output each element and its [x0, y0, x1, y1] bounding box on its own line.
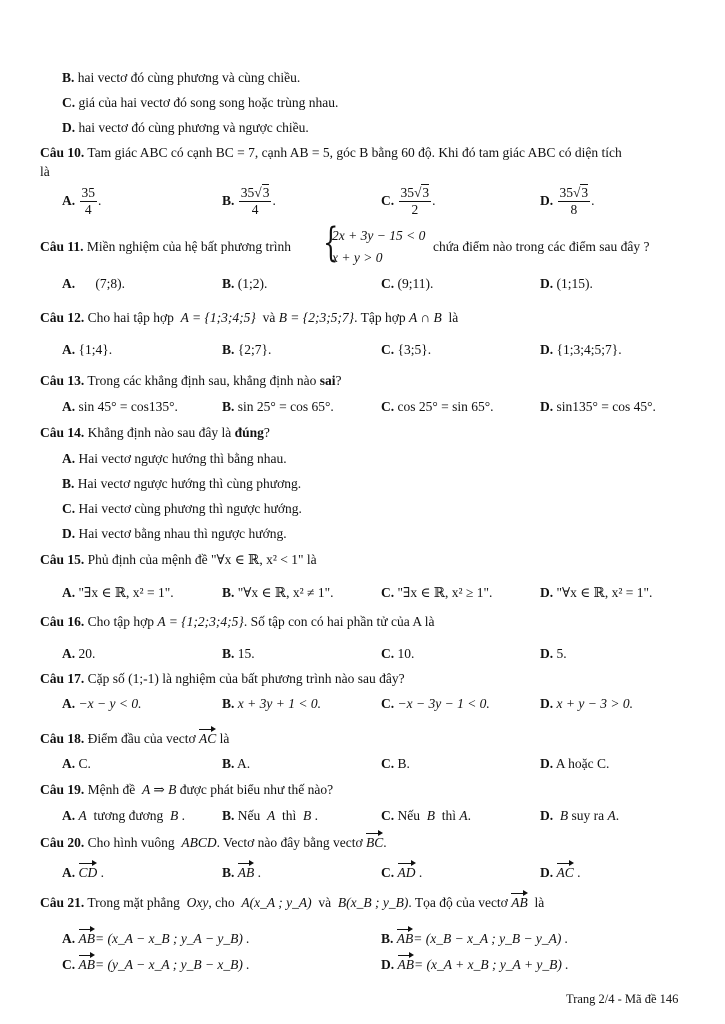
- q17-stem: Câu 17. Cặp số (1;-1) là nghiệm của bất phương trình nào sau đây?: [40, 671, 405, 686]
- q13-option-b: B. sin 25° = cos 65°.: [222, 399, 334, 414]
- vector-bc: BC: [366, 832, 383, 851]
- q10-stem-cont: là: [40, 164, 50, 179]
- q13-option-a: A. sin 45° = cos135°.: [62, 399, 178, 414]
- q16-stem: Câu 16. Cho tập hợp A = {1;2;3;4;5}. Số tập con có hai phần tử của A là: [40, 614, 435, 629]
- q11-stem-end: chứa điểm nào trong các điểm sau đây ?: [433, 239, 650, 254]
- q10-option-a: A. $\frac{35}{4}$ .: [62, 185, 102, 218]
- q10-stem: Câu 10. Tam giác ABC có cạnh BC = 7, cạnh AB = 5, góc B bằng 60 độ. Khi đó tam giác ABC có diện tích: [40, 145, 622, 160]
- q17-option-c: C. −x − 3y − 1 < 0.: [381, 696, 490, 711]
- q18-option-b: B. A.: [222, 756, 251, 771]
- q16-option-c: C. 10.: [381, 646, 415, 661]
- q14-stem: Câu 14. Khẳng định nào sau đây là đúng?: [40, 425, 270, 440]
- q20-option-b: B. AB .: [222, 862, 261, 881]
- q14-option-b: B. Hai vectơ ngược hướng thì cùng phương.: [62, 476, 302, 491]
- q14-option-c: C. Hai vectơ cùng phương thì ngược hướng.: [62, 501, 302, 516]
- q13-stem: Câu 13. Trong các khẳng định sau, khẳng định nào sai?: [40, 373, 342, 388]
- q18-option-c: C. B.: [381, 756, 410, 771]
- q10-option-c: C. $\frac{35√3}{2}$ .: [381, 185, 436, 218]
- vector-ab: AB: [511, 892, 528, 911]
- q17-option-b: B. x + 3y + 1 < 0.: [222, 696, 321, 711]
- q16-option-d: D. 5.: [540, 646, 567, 661]
- q19-option-b: B. Nếu A thì B .: [222, 808, 319, 823]
- q9-option-d: D. hai vectơ đó cùng phương và ngược chiều.: [62, 120, 309, 135]
- q21-stem: Câu 21. Trong mặt phẳng Oxy, cho A(x_A ; y_A) và B(x_B ; y_B). Tọa độ của vectơ AB là: [40, 892, 544, 911]
- q20-stem: Câu 20. Cho hình vuông ABCD. Vectơ nào đây bằng vectơ BC.: [40, 832, 387, 851]
- q13-option-d: D. sin135° = cos 45°.: [540, 399, 656, 414]
- q12-option-a: A. {1;4}.: [62, 342, 113, 357]
- q19-option-d: D. B suy ra A.: [540, 808, 620, 823]
- q15-stem: Câu 15. Phủ định của mệnh đề "∀x ∈ ℝ, x² < 1" là: [40, 552, 317, 567]
- q15-option-d: D. "∀x ∈ ℝ, x² = 1".: [540, 585, 653, 600]
- vector-ac: AC: [199, 728, 216, 747]
- q19-option-a: A. A tương đương B .: [62, 808, 186, 823]
- q12-stem: Câu 12. Cho hai tập hợp A = {1;3;4;5} và B = {2;3;5;7}. Tập hợp A ∩ B là: [40, 310, 459, 325]
- q11-eq2: x + y > 0: [332, 250, 383, 265]
- q18-option-a: A. C.: [62, 756, 91, 771]
- q15-option-a: A. "∃x ∈ ℝ, x² = 1".: [62, 585, 174, 600]
- q15-option-b: B. "∀x ∈ ℝ, x² ≠ 1".: [222, 585, 334, 600]
- q19-option-c: C. Nếu B thì A.: [381, 808, 472, 823]
- q21-option-d: D. AB= (x_A + x_B ; y_A + y_B) .: [381, 954, 569, 973]
- q18-stem: Câu 18. Điểm đầu của vectơ AC là: [40, 728, 229, 747]
- q21-option-c: C. AB= (y_A − x_A ; y_B − x_B) .: [62, 954, 250, 973]
- q20-option-a: A. CD .: [62, 862, 104, 881]
- q13-option-c: C. cos 25° = sin 65°.: [381, 399, 494, 414]
- q11-option-a: A. (7;8).: [62, 276, 125, 291]
- system-brace: {: [323, 220, 339, 266]
- q16-option-a: A. 20.: [62, 646, 96, 661]
- q21-option-b: B. AB= (x_B − x_A ; y_B − y_A) .: [381, 928, 568, 947]
- q9-option-b: B. hai vectơ đó cùng phương và cùng chiều.: [62, 70, 301, 85]
- q10-option-d: D. $\frac{35√3}{8}$ .: [540, 185, 595, 218]
- q21-option-a: A. AB= (x_A − x_B ; y_A − y_B) .: [62, 928, 250, 947]
- q14-option-d: D. Hai vectơ bằng nhau thì ngược hướng.: [62, 526, 287, 541]
- q12-option-b: B. {2;7}.: [222, 342, 272, 357]
- q14-option-a: A. Hai vectơ ngược hướng thì bằng nhau.: [62, 451, 287, 466]
- q11-option-d: D. (1;15).: [540, 276, 593, 291]
- q17-option-a: A. −x − y < 0.: [62, 696, 142, 711]
- q19-stem: Câu 19. Mệnh đề A ⇒ B được phát biểu như thế nào?: [40, 782, 334, 797]
- q11-stem: Câu 11. Miền nghiệm của hệ bất phương trình: [40, 239, 292, 254]
- q11-option-b: B. (1;2).: [222, 276, 268, 291]
- q17-option-d: D. x + y − 3 > 0.: [540, 696, 633, 711]
- q18-option-d: D. A hoặc C.: [540, 756, 610, 771]
- q12-option-c: C. {3;5}.: [381, 342, 432, 357]
- q16-option-b: B. 15.: [222, 646, 255, 661]
- q15-option-c: C. "∃x ∈ ℝ, x² ≥ 1".: [381, 585, 493, 600]
- q11-eq1: 2x + 3y − 15 < 0: [332, 228, 426, 243]
- page-footer: Trang 2/4 - Mã đề 146: [566, 992, 679, 1006]
- q20-option-d: D. AC .: [540, 862, 581, 881]
- q20-option-c: C. AD .: [381, 862, 422, 881]
- q9-option-c: C. giá của hai vectơ đó song song hoặc trùng nhau.: [62, 95, 339, 110]
- q11-option-c: C. (9;11).: [381, 276, 434, 291]
- q12-option-d: D. {1;3;4;5;7}.: [540, 342, 622, 357]
- q10-option-b: B. $\frac{35√3}{4}$ .: [222, 185, 276, 218]
